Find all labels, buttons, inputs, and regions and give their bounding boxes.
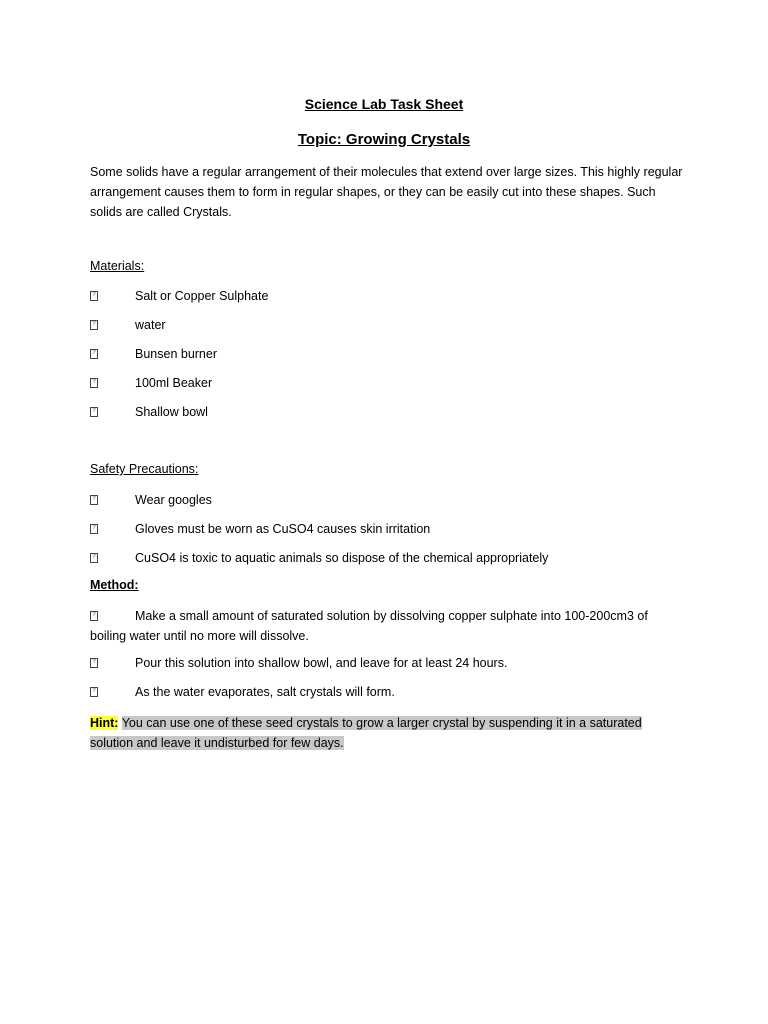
bullet-box-icon: ? (90, 687, 98, 697)
topic-title: Topic: Growing Crystals (297, 131, 471, 148)
method-step: Make a small amount of saturated solution by dissolving copper sulphate into 100-200cm3 of boiling water until no more will dissolve. (90, 609, 648, 643)
material-item: 100ml Beaker (135, 376, 213, 390)
intro-paragraph: Some solids have a regular arrangement of their molecules that extend over large sizes. This highly regular arrangement causes them to form in regular shapes, or they can be easily cut into these shapes. Such solids are called Crystals. (90, 165, 683, 219)
method-step: Pour this solution into shallow bowl, and leave for at least 24 hours. (135, 656, 508, 670)
material-item: water (135, 318, 166, 332)
material-item: Shallow bowl (135, 405, 208, 419)
bullet-box-icon: ? (90, 658, 98, 668)
bullet-box-icon: ? (90, 320, 98, 330)
bullet-box-icon: ? (90, 553, 98, 563)
hint-paragraph (90, 713, 650, 753)
bullet-box-icon: ? (90, 524, 98, 534)
safety-item: Wear googles (135, 493, 212, 507)
material-item: Salt or Copper Sulphate (135, 289, 269, 303)
materials-heading: Materials: (90, 259, 145, 273)
bullet-box-icon: ? (90, 378, 98, 388)
safety-item: CuSO4 is toxic to aquatic animals so dispose of the chemical appropriately (135, 551, 549, 565)
method-step: As the water evaporates, salt crystals will form. (135, 685, 395, 699)
hint-text: You can use one of these seed crystals to grow a larger crystal by suspending it in a saturated solution and leave it undisturbed for few days. (90, 716, 642, 750)
bullet-box-icon: ? (90, 349, 98, 359)
bullet-box-icon: ? (90, 407, 98, 417)
bullet-box-icon: ? (90, 291, 98, 301)
safety-heading: Safety Precautions: (90, 462, 199, 476)
bullet-box-icon: ? (90, 611, 98, 621)
page-title: Science Lab Task Sheet (304, 96, 464, 112)
hint-label: Hint: (90, 716, 119, 730)
method-heading: Method: (90, 578, 139, 592)
list-item (90, 606, 680, 646)
bullet-box-icon: ? (90, 495, 98, 505)
material-item: Bunsen burner (135, 347, 218, 361)
safety-item: Gloves must be worn as CuSO4 causes skin irritation (135, 522, 431, 536)
